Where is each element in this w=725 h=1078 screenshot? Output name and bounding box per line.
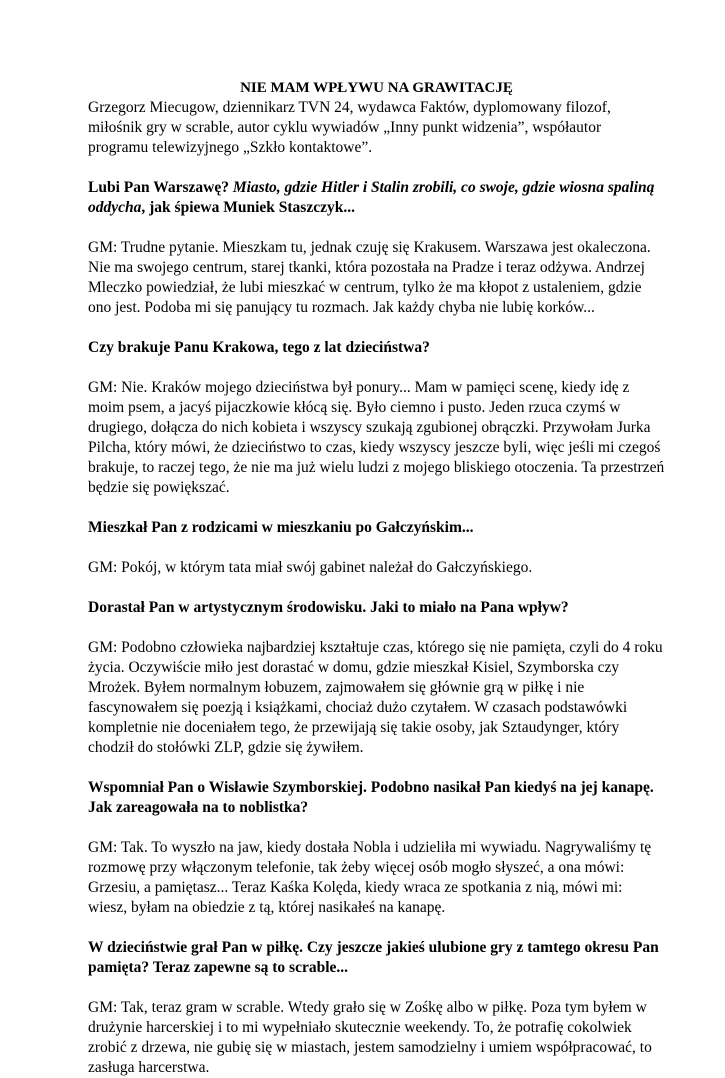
answer-4: GM: Podobno człowieka najbardziej kształtuje czas, którego się nie pamięta, czyli do 4 roku życia. Oczywiście miło jest dorastać w domu, gdzie mieszkał Kisiel, Szymborska czy Mrożek. Byłem normalnym łobuzem, zajmowałem się głównie grą w piłkę i nie fascynowałem się poezją i książkami, chociaż dużo czytałem. W czasach podstawówki kompletnie nie doceniałem tego, że przewijają się takie osoby, jak Sztaudynger, który chodził do stołówki ZLP, gdzie się żywiłem.: [88, 639, 663, 756]
answer-6: GM: Tak, teraz gram w scrable. Wtedy grało się w Zośkę albo w piłkę. Poza tym byłem w drużynie harcerskiej i to mi wypełniało skutecznie weekendy. To, że potrafię cokolwiek zrobić z drzewa, nie gubię się w miastach, jestem samodzielny i umiem współpracować, to zasługa harcerstwa.: [88, 999, 652, 1076]
question-5: Wspomniał Pan o Wisławie Szymborskiej. Podobno nasikał Pan kiedyś na jej kanapę. Jak zareagowała na to noblistka?: [88, 779, 654, 816]
answer-2: GM: Nie. Kraków mojego dzieciństwa był ponury... Mam w pamięci scenę, kiedy idę z moim psem, a jacyś pijaczkowie kłócą się. Było ciemno i pusto. Jeden rzuca czymś w drugiego, dołącza do nich kobieta i wszyscy szukają zgubionej obrączki. Przywołam Jurka Pilcha, który mówi, że dzieciństwo to czas, kiedy wszyscy jeszcze byli, więc jeśli mi czegoś brakuje, to raczej tego, że nie ma już wielu ludzi z mojego bliskiego otoczenia. Ta przestrzeń będzie się powiększać.: [88, 379, 665, 496]
question-2: Czy brakuje Panu Krakowa, tego z lat dzieciństwa?: [88, 339, 430, 356]
question-1: [88, 178, 665, 218]
answer-5: GM: Tak. To wyszło na jaw, kiedy dostała Nobla i udzieliła mi wywiadu. Nagrywaliśmy tę rozmowę przy włączonym telefonie, tak żeby więcej osób mogło słyszeć, a ona mówi: Grzesiu, a pamiętasz... Teraz Kaśka Kolęda, kiedy wraca ze spotkania z nią, mówi mi: wiesz, byłam na obiedzie z tą, której nasikałeś na kanapę.: [88, 839, 652, 916]
question-6: W dzieciństwie grał Pan w piłkę. Czy jeszcze jakieś ulubione gry z tamtego okresu Pan pamięta? Teraz zapewne są to scrable...: [88, 939, 659, 976]
article-title: NIE MAM WPŁYWU NA GRAWITACJĘ: [240, 80, 513, 96]
question-4: Dorastał Pan w artystycznym środowisku. Jaki to miało na Pana wpływ?: [88, 599, 569, 616]
question-1-quote: Miasto, gdzie Hitler i Stalin zrobili, co swoje, gdzie wiosna spaliną oddycha: [88, 179, 655, 216]
question-1-tail: , jak śpiewa Muniek Staszczyk...: [141, 199, 355, 216]
article-intro: Grzegorz Miecugow, dziennikarz TVN 24, wydawca Faktów, dyplomowany filozof, miłośnik gry w scrable, autor cyklu wywiadów „Inny punkt widzenia”, współautor programu telewizyjnego „Szkło kontaktowe”.: [88, 99, 611, 156]
question-3: Mieszkał Pan z rodzicami w mieszkaniu po Gałczyńskim...: [88, 519, 474, 536]
answer-3: GM: Pokój, w którym tata miał swój gabinet należał do Gałczyńskiego.: [88, 559, 533, 576]
answer-1: GM: Trudne pytanie. Mieszkam tu, jednak czuję się Krakusem. Warszawa jest okaleczona. Nie ma swojego centrum, starej tkanki, która pozostała na Pradze i teraz odżywa. Andrzej Mleczko powiedział, że lubi mieszkać w centrum, tylko że ma kłopot z ustaleniem, gdzie ono jest. Podoba mi się panujący tu rozmach. Jak każdy chyba nie lubię korków...: [88, 239, 651, 316]
question-1-text: Lubi Pan Warszawę?: [88, 179, 233, 196]
